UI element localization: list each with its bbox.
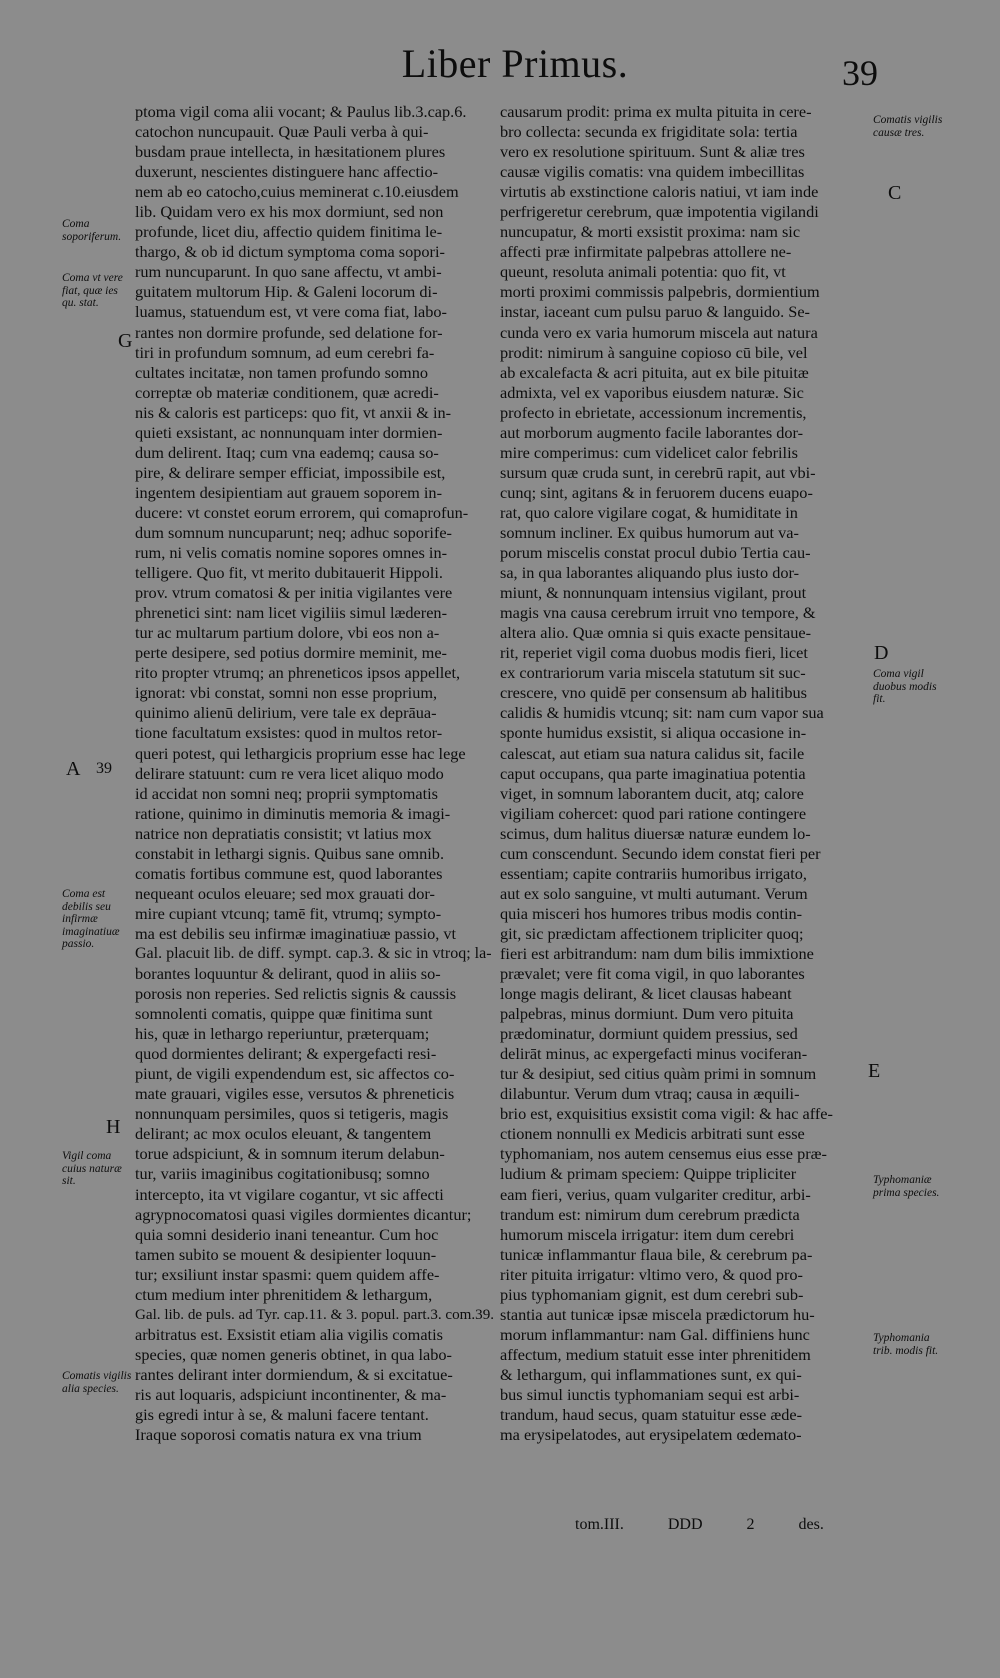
text-line: typhomaniam, nos autem censemus eius esse præ- <box>500 1144 827 1164</box>
page-footer <box>575 1516 864 1534</box>
text-line: pire, & delirare semper efficiat, impossibile est, <box>135 462 446 482</box>
margin-note-comatis-causae: Comatis vigilis causæ tres. <box>873 114 943 139</box>
text-line: cultates incitatæ, non tamen profundo somno <box>135 362 429 382</box>
text-line: nuncupatur, & morti exsistit proxima: nam sic <box>500 222 801 242</box>
footer-catchword: des. <box>798 1516 824 1533</box>
margin-note-coma-vt-vere: Coma vt vere fiat, quæ ies qu. stat. <box>62 272 123 309</box>
text-line: dum delirent. Itaq; cum vna eademq; causa so- <box>135 442 439 462</box>
text-line: trandum est: nimirum dum cerebrum prædicta <box>500 1204 800 1224</box>
text-line: somnolenti comatis, quippe quæ finitima sunt <box>135 1004 433 1024</box>
text-line: his, quæ in lethargo reperiuntur, præterquam; <box>135 1024 430 1044</box>
text-line: sponte humidus exsistit, si aliqua occasione in- <box>500 723 807 743</box>
text-line: bus simul iunctis typhomaniam sequi est arbi- <box>500 1385 800 1404</box>
text-line: natrice non depratiatis consistit; vt latius mox <box>135 823 432 843</box>
text-line: tur & desipiut, sed citius quàm primi in somnum <box>500 1064 817 1084</box>
text-line: prædominatur, dormiunt quidem pressius, sed <box>500 1024 798 1044</box>
text-line: eam fieri, verius, quam vulgariter creditur, arbi- <box>500 1184 811 1204</box>
margin-note-coma-soporiferum: Coma soporiferum. <box>62 218 122 243</box>
text-line: catochon nuncupauit. Quæ Pauli verba à qui- <box>135 122 429 142</box>
text-line: virtutis ab exstinctione caloris natiui, vt iam inde <box>500 182 819 202</box>
text-line: telligere. Quo fit, vt merito dubitauerit Hippoli. <box>135 563 443 583</box>
text-line: brio est, exquisitius exsistit coma vigil: & hac affe- <box>500 1104 833 1124</box>
text-line: delirant; ac mox oculos eleuant, & tangentem <box>135 1124 432 1144</box>
text-line: morum inflammantur: nam Gal. diffiniens hunc <box>500 1324 810 1344</box>
text-line: ex contrariorum varia miscela statutum sit suc- <box>500 663 806 683</box>
text-line: ludium & primam speciem: Quippe tripliciter <box>500 1164 797 1184</box>
text-line: sursum quæ cruda sunt, in cerebrū rapit, aut vbi- <box>500 462 816 482</box>
text-line: tione facultatum exsistes: quod in multos retor- <box>135 723 443 743</box>
text-line: calidis & humidis vtcunq; sit: nam cum vapor sua <box>500 703 824 723</box>
text-line: arbitratus est. Exsistit etiam alia vigilis comatis <box>135 1324 443 1344</box>
text-line: phrenetici sint: nam licet vigiliis simul læderen- <box>135 603 447 623</box>
text-line: tur ac multarum partium dolore, vbi eos non a- <box>135 623 440 643</box>
text-line: quieti exsistant, ac nonnunquam inter dormien- <box>135 422 443 442</box>
text-line: luamus, statuendum est, vt vere coma fiat, labo- <box>135 302 447 322</box>
text-line: duxerunt, nescientes distinguere hanc affectio- <box>135 162 439 182</box>
text-line: Gal. lib. de puls. ad Tyr. cap.11. & 3. popul. part.3. com.39. <box>135 1306 495 1323</box>
text-line: miunt, & nonnunquam intensius vigilant, prout <box>500 583 807 603</box>
signature-letter-c: C <box>888 182 902 204</box>
right-column <box>500 102 860 1445</box>
text-line: admixta, vel ex vaporibus eiusdem naturæ. Sic <box>500 382 804 402</box>
text-line: aut ex solo sanguine, vt multi autumant. Verum <box>500 883 808 903</box>
text-line: delirare statuunt: cum re vera licet aliquo modo <box>135 763 444 783</box>
text-line: ignorat: vbi constat, somni non esse proprium, <box>135 683 438 703</box>
text-line: prodit: nimirum à sanguine copioso cū bile, vel <box>500 342 808 362</box>
margin-note-vigil-coma: Vigil coma cuius naturæ sit. <box>62 1150 122 1187</box>
text-line: rantes non dormire profunde, sed delatione for- <box>135 322 443 342</box>
footer-numeral: 2 <box>746 1516 755 1533</box>
text-line: altera alio. Quæ omnia si quis exacte pensitaue- <box>500 623 812 643</box>
signature-letter-a: A <box>66 758 81 780</box>
text-line: ab excalefacta & acri pituita, aut ex bile pituitæ <box>500 362 809 382</box>
text-line: prævalet; vere fit coma vigil, in quo laborantes <box>500 964 805 984</box>
signature-number: 39 <box>96 760 112 777</box>
text-line: pius typhomaniam gignit, est dum cerebri sub- <box>500 1284 804 1304</box>
text-line: Gal. placuit lib. de diff. sympt. cap.3. & sic in vtroq; la- <box>135 944 492 962</box>
text-line: ducere: vt constet eorum errorem, qui comaprofun- <box>135 502 469 522</box>
running-title: Liber Primus. <box>401 41 629 86</box>
text-line: tiri in profundum somnum, ad eum cerebri fa- <box>135 342 435 362</box>
text-line: delirāt minus, ac expergefacti minus vociferan- <box>500 1044 808 1064</box>
text-line: perfrigeretur cerebrum, quæ impotentia vigilandi <box>500 202 819 222</box>
margin-note-typhomania-tribus: Typhomania trib. modis fit. <box>873 1332 939 1357</box>
text-line: ris aut loquaris, adspiciunt incontinenter, & ma- <box>135 1385 447 1404</box>
text-line: & lethargum, qui inflammationes sunt, ex qui- <box>500 1364 802 1384</box>
text-line: bro collecta: secunda ex frigiditate sola: tertia <box>500 122 798 142</box>
margin-note-coma-vigil-duobus: Coma vigil duobus modis fit. <box>873 668 937 705</box>
text-line: nequeant oculos eleuare; sed mox grauati dor- <box>135 883 435 903</box>
text-line: vero ex resolutione spirituum. Sunt & aliæ tres <box>500 142 805 162</box>
text-line: guitatem multorum Hip. & Galeni locorum di- <box>135 282 438 302</box>
text-line: dilabuntur. Verum dum vtraq; causa in æquili- <box>500 1084 800 1104</box>
text-line: essentiam; capite contrariis humoribus irrigato, <box>500 863 807 883</box>
text-line: viget, in somnum laborantem ducit, atq; calore <box>500 783 804 803</box>
text-line: borantes loquuntur & delirant, quod in aliis so- <box>135 964 441 984</box>
text-line: gis egredi intur à se, & maluni facere tentant. <box>135 1405 429 1425</box>
text-line: palpebras, minus dormiunt. Dum vero pituita <box>500 1004 794 1024</box>
text-line: queunt, resoluta animali potentia: quo fit, vt <box>500 262 786 282</box>
text-line: trandum, haud secus, quam statuitur esse æde- <box>500 1405 803 1425</box>
text-line: causarum prodit: prima ex multa pituita in cere- <box>500 102 812 121</box>
text-line: rantes delirant inter dormiendum, & si excitatue- <box>135 1364 453 1384</box>
footer-volume: tom.III. <box>575 1516 624 1533</box>
text-line: vigiliam cohercet: quod pari ratione contingere <box>500 803 807 823</box>
text-line: magis vna causa cerebrum irruit vno tempore, & <box>500 603 816 623</box>
signature-letter-g: G <box>118 330 133 352</box>
text-line: intercepto, ita vt vigilare cogantur, vt sic affecti <box>135 1184 444 1204</box>
text-line: calescat, aut etiam sua natura calidus sit, facile <box>500 743 805 763</box>
text-line: rum, ni velis comatis nomine sopores omnes in- <box>135 543 448 563</box>
margin-note-comatis-vigilis: Comatis vigilis alia species. <box>62 1370 132 1395</box>
text-line: thargo, & ob id dictum symptoma coma sopori- <box>135 242 445 262</box>
text-line: torue adspiciunt, & in somnum iterum delabun- <box>135 1144 445 1164</box>
signature-letter-d: D <box>874 642 889 664</box>
text-line: riter pituita irrigatur: vltimo vero, & quod pro- <box>500 1264 803 1284</box>
text-line: fieri est arbitrandum: nam dum bilis immixtione <box>500 943 814 963</box>
footer-signature: DDD <box>667 1516 703 1533</box>
text-line: quinimo alienū delirium, vere tale ex deprāua- <box>135 703 437 723</box>
text-line: constabit in lethargi signis. Quibus sane omnib. <box>135 843 445 863</box>
text-line: porosis non reperies. Sed relictis signis & caussis <box>135 984 457 1004</box>
text-line: ptoma vigil coma alii vocant; & Paulus lib.3.cap.6. <box>135 102 467 121</box>
text-line: dum somnum nuncuparunt; neq; adhuc soporife- <box>135 522 452 542</box>
text-line: prov. vtrum comatosi & per initia vigilantes vere <box>135 583 453 603</box>
text-line: profecto in ebrietate, accessionum incrementis, <box>500 402 807 422</box>
text-line: sa, in qua laborantes aliquando plus iusto dor- <box>500 563 800 583</box>
text-line: mire comperimus: cum videlicet calor febrilis <box>500 442 798 462</box>
text-line: lib. Quidam vero ex his mox dormiunt, sed non <box>135 202 444 222</box>
text-line: correptæ ob materiæ conditionem, quæ acredi- <box>135 382 439 402</box>
text-line: ma est debilis seu infirmæ imaginatiuæ passio, vt <box>135 923 457 943</box>
text-line: ma erysipelatodes, aut erysipelatem œdemato- <box>500 1425 802 1445</box>
text-line: Iraque soporosi comatis natura ex vna trium <box>135 1425 422 1445</box>
text-line: tur; exsiliunt instar spasmi: quem quidem affe- <box>135 1264 440 1284</box>
text-line: affectum, medium statuit esse inter phrenitidem <box>500 1344 811 1364</box>
page-number: 39 <box>842 53 878 93</box>
text-line: agrypnocomatosi quasi vigiles dormientes dicantur; <box>135 1204 472 1224</box>
text-line: causæ vigilis comatis: vna quidem imbecillitas <box>500 162 805 182</box>
text-line: busdam praue intellecta, in hæsitationem plures <box>135 142 446 162</box>
text-line: cunda vero ex varia humorum miscela aut natura <box>500 322 818 342</box>
text-line: cunq; sint, agitans & in feruorem ducens euapo- <box>500 482 813 502</box>
text-line: tamen subito se mouent & desipienter loquun- <box>135 1244 437 1264</box>
signature-letter-h: H <box>106 1116 121 1138</box>
text-line: rum nuncuparunt. In quo sane affectu, vt ambi- <box>135 262 442 282</box>
text-line: queri potest, qui lethargicis proprium esse hac lege <box>135 743 466 763</box>
text-line: morti proximi commissis palpebris, dormientium <box>500 282 820 302</box>
text-line: longe magis delirant, & licet clausas habeant <box>500 984 792 1004</box>
text-line: quia somni desiderio inani teneantur. Cum hoc <box>135 1224 439 1244</box>
text-line: caput occupans, qua parte imaginatiua potentia <box>500 763 806 783</box>
text-line: nonnunquam persimiles, quos si tetigeris, magis <box>135 1104 449 1124</box>
text-line: somnum incliner. Ex quibus humorum aut va- <box>500 522 799 542</box>
text-line: profunde, licet diu, affectio quidem finitima le- <box>135 222 443 242</box>
text-line: porum miscelis constat procul dubio Tertia cau- <box>500 543 811 563</box>
text-line: quod dormientes delirant; & expergefacti resi- <box>135 1044 437 1064</box>
text-line: rat, quo calore vigilare cogat, & humiditate in <box>500 502 798 522</box>
text-line: species, quæ nomen generis obtinet, in qua labo- <box>135 1344 452 1364</box>
margin-note-coma-debilis: Coma est debilis seu infirmæ imaginatiuæ passio. <box>62 888 120 950</box>
text-line: rit, reperiet vigil coma duobus modis fieri, licet <box>500 643 808 663</box>
text-line: perte desipere, sed potius dormire meminit, me- <box>135 643 447 663</box>
text-line: ctionem nonnulli ex Medicis arbitrati sunt esse <box>500 1124 805 1144</box>
text-line: git, sic prædictam affectionem tripliciter quoq; <box>500 923 804 943</box>
text-line: quia misceri hos humores tribus modis contin- <box>500 903 803 923</box>
left-column <box>135 102 495 1445</box>
text-line: rito propter vtrumq; an phreneticos ipsos appellet, <box>135 663 461 683</box>
text-line: aut morborum augmento facile laborantes dor- <box>500 422 804 442</box>
text-line: nis & caloris est particeps: quo fit, vt anxii & in- <box>135 402 452 422</box>
text-line: stantia aut tunicæ ipsæ miscela prædictorum hu- <box>500 1304 815 1324</box>
text-line: crescere, vno quidē per consensum ab halitibus <box>500 683 807 703</box>
text-line: humorum miscela irrigatur: item dum cerebri <box>500 1224 795 1244</box>
text-line: ctum medium inter phrenitidem & lethargum, <box>135 1284 433 1304</box>
text-line: comatis fortibus commune est, quod laborantes <box>135 863 443 883</box>
text-line: ratione, quinimo in diminutis memoria & imagi- <box>135 803 451 823</box>
text-line: mire cupiant vtcunq; tamē fit, vtrumq; sympto- <box>135 903 442 923</box>
text-line: tur, variis imaginibus cogitationibusq; somno <box>135 1164 430 1184</box>
text-line: affecti præ infirmitate palpebras attollere ne- <box>500 242 792 262</box>
text-line: tunicæ inflammantur flaua bile, & cerebrum pa- <box>500 1244 813 1264</box>
text-line: id accidat non somni neq; proprii symptomatis <box>135 783 438 803</box>
text-line: mate grauari, vigiles esse, versutos & phreneticis <box>135 1084 455 1104</box>
text-line: piunt, de vigili expendendum est, sic affectos co- <box>135 1064 455 1084</box>
text-line: cum conscendunt. Secundo idem constat fieri per <box>500 843 821 863</box>
signature-letter-e: E <box>868 1060 881 1082</box>
margin-note-typhomaniae: Typhomaniæ prima species. <box>873 1174 940 1199</box>
text-line: instar, iaceant cum pulsu paruo & languido. Se- <box>500 302 810 322</box>
text-line: scimus, dum halitus diuersæ naturæ eundem lo- <box>500 823 811 843</box>
text-line: ingentem desipientiam aut grauem soporem in- <box>135 482 442 502</box>
text-line: nem ab eo catocho,cuius meminerat c.10.eiusdem <box>135 182 459 202</box>
